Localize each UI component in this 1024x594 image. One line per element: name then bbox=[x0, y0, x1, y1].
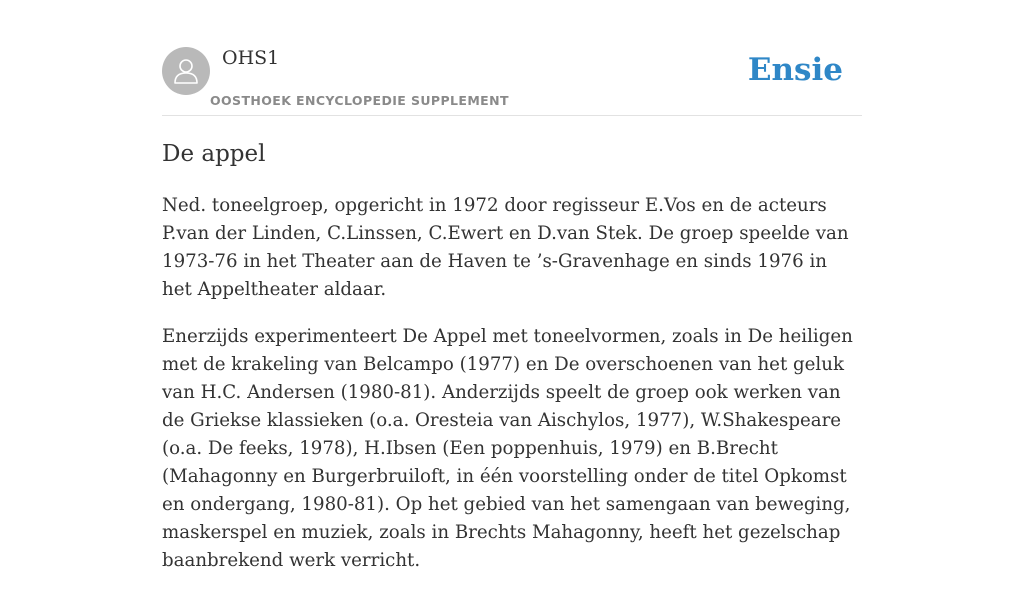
user-icon bbox=[171, 56, 201, 86]
brand-logo[interactable]: Ensie bbox=[747, 52, 843, 88]
author-name[interactable]: OHS1 bbox=[222, 47, 280, 69]
page bbox=[162, 0, 862, 571]
article-paragraph: Ned. toneelgroep, opgericht in 1972 door regisseur E.Vos en de acteurs P.van der Linden, C.Linssen, C.Ewert en D.van Stek. De groep speelde van 1973-76 in het Theater aan de Haven te ’s-Gravenhage en sinds 1976 in het Appeltheater aldaar. bbox=[162, 195, 849, 300]
article-paragraph: Enerzijds experimenteert De Appel met toneelvormen, zoals in De heiligen met de krakeling van Belcampo (1977) en De overschoenen van het geluk van H.C. Andersen (1980-81). Anderzijds speelt de groep ook werken van de Griekse klassieken (o.a. Oresteia van Aischylos, 1977), W.Shakespeare (o.a. De feeks, 1978), H.Ibsen (Een poppenhuis, 1979) en B.Brecht (Mahagonny en Burgerbruiloft, in één voorstelling onder de titel Opkomst en ondergang, 1980-81). Op het gebied van het samengaan van beweging, maskerspel en muziek, zoals in Brechts Mahagonny, heeft het gezelschap baanbrekend werk verricht. bbox=[162, 326, 853, 571]
source-label[interactable]: OOSTHOEK ENCYCLOPEDIE SUPPLEMENT bbox=[210, 93, 509, 108]
article-body bbox=[162, 192, 862, 594]
header bbox=[162, 0, 862, 116]
avatar[interactable] bbox=[162, 47, 210, 95]
page-title: De appel bbox=[162, 141, 266, 167]
